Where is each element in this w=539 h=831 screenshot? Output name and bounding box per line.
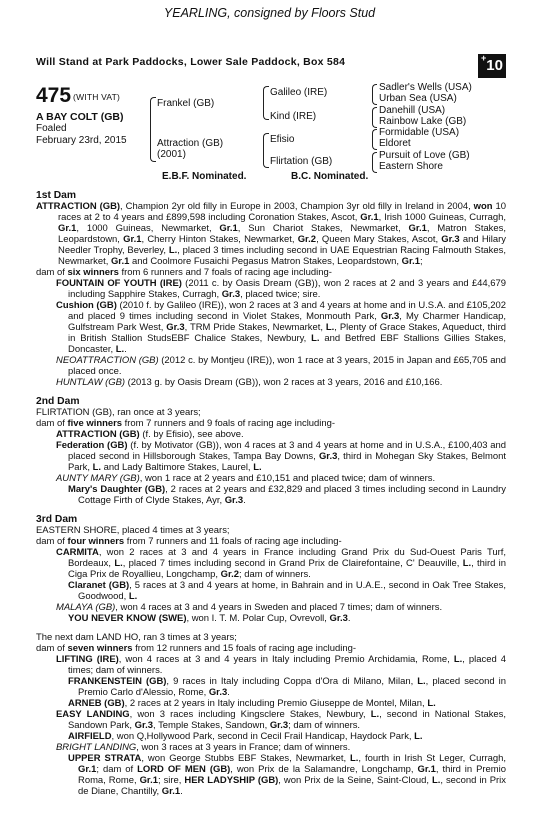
pedigree-sire-sire: Galileo (IRE) <box>270 87 328 98</box>
pedigree-entry: FLIRTATION (GB), ran once at 3 years; <box>36 407 201 418</box>
pedigree-entry: HUNTLAW (GB) (2013 g. by Oasis Dream (GB)), won 2 races at 3 years, 2016 and £10,166. <box>56 377 443 388</box>
pedigree-entry: NEOATTRACTION (GB) (2012 c. by Montjeu (IRE)), won 1 race at 3 years, 2015 in Japan and £65,705 and placed once. <box>56 355 506 377</box>
stand-location: Will Stand at Park Paddocks, Lower Sale Paddock, Box 584 <box>36 56 346 68</box>
pedigree-dam-year: (2001) <box>157 149 186 160</box>
lot-badge <box>478 54 506 78</box>
section-heading: 2nd Dam <box>36 396 80 407</box>
pedigree-entry: ATTRACTION (GB), Champion 2yr old filly in Europe in 2003, Champion 3yr old filly in Ireland in 2004, won 10 races at 2 to 4 years and £899,598 including Coronation Stakes, Ascot, Gr.1, Irish 1000 Guineas, Curragh, Gr.1, 1000 Guineas, Newmarket, Gr.1, Sun Chariot Stakes, Newmarket, Gr.1, Matron Stakes, Leopardstown, Gr.1, Cherry Hinton Stakes, Newmarket, Gr.2, Queen Mary Stakes, Ascot, Gr.3 and Hilary Needler Trophy, Beverley, L., placed 3 times including second in UAE Equestrian Racing Falmouth Stakes, Newmarket, Gr.1 and Coolmore Fusaichi Pegasus Matron Stakes, Leopardstown, Gr.1; <box>36 201 506 267</box>
pedigree-entry: AUNTY MARY (GB), won 1 race at 2 years and £10,151 and placed twice; dam of winners. <box>56 473 436 484</box>
pedigree-entry: Cushion (GB) (2010 f. by Galileo (IRE)), won 2 races at 3 and 4 years at home and in U.S.A. and £105,202 and placed 9 times including second in Violet Stakes, Monmouth Park, Gr.3, My Charmer Handicap, Gulfstream Park West, Gr.3, TRM Pride Stakes, Newmarket, L., Plenty of Grace Stakes, Aqueduct, third in British Stallion StudsEBF Chalice Stakes, Newbury, L. and Betfred EBF Stallions Gillies Stakes, Doncaster, L.. <box>56 300 507 355</box>
section-heading: 3rd Dam <box>36 514 78 525</box>
pedigree-brace-6 <box>372 129 377 150</box>
section-heading: 1st Dam <box>36 190 77 201</box>
lot-number <box>36 84 120 108</box>
pedigree-entry: MALAYA (GB), won 4 races at 3 and 4 years in Sweden and placed 7 times; dam of winners. <box>56 602 443 613</box>
bc-nominated: B.C. Nominated. <box>291 171 369 182</box>
pedigree-entry: BRIGHT LANDING, won 3 races at 3 years in France; dam of winners. <box>56 742 351 753</box>
badge-mark: + <box>481 53 487 63</box>
foaled-label: Foaled <box>36 123 67 134</box>
pedigree-entry: dam of four winners from 7 runners and 11 foals of racing age including- <box>36 536 342 547</box>
pedigree-brace-2 <box>263 86 269 120</box>
pedigree-entry: EASY LANDING, won 3 races including Kingsclere Stakes, Newbury, L., second in National Stakes, Sandown Park, Gr.3, Temple Stakes, Sandown, Gr.3; dam of winners. <box>56 709 506 731</box>
pedigree-brace-1 <box>150 97 156 162</box>
foaled-date: February 23rd, 2015 <box>36 135 127 146</box>
pedigree-sire: Frankel (GB) <box>157 98 215 109</box>
pedigree-entry: The next dam LAND HO, ran 3 times at 3 years; <box>36 632 237 643</box>
pedigree-brace-4 <box>372 84 377 105</box>
pedigree-entry: Federation (GB) (f. by Motivator (GB)), won 4 races at 3 and 4 years at home and in U.S.A., £100,403 and placed second in Hillsborough Stakes, Tampa Bay Downs, Gr.3, third in Mohegan Sky Stakes, Belmont Park, L. and Lady Baltimore Stakes, Laurel, L. <box>56 440 507 473</box>
pedigree-entry: LIFTING (IRE), won 4 races at 3 and 4 years in Italy including Premio Archidamia, Rome, L., placed 4 times; dam of winners. <box>56 654 506 676</box>
foaled-info <box>36 123 127 147</box>
pedigree-entry: UPPER STRATA, won George Stubbs EBF Stakes, Newmarket, L., fourth in Irish St Leger, Curragh, Gr.1; dam of LORD OF MEN (GB), won Prix de la Salamandre, Longchamp, Gr.1, third in Premio Roma, Rome, Gr.1; sire, HER LADYSHIP (GB), won Prix de la Seine, Saint-Cloud, L., second in Prix de Diane, Chantilly, Gr.1. <box>68 753 507 797</box>
pedigree-brace-7 <box>372 152 377 173</box>
pedigree-entry: CARMITA, won 2 races at 3 and 4 years in France including Grand Prix du Sud-Ouest Paris Turf, Bordeaux, L., placed 7 times including second in Grand Prix de Clairefontaine, C' Deauville, L., third in Ciga Prix de Royallieu, Longchamp, Gr.2; dam of winners. <box>56 547 506 580</box>
pedigree-brace-5 <box>372 107 377 128</box>
pedigree-entry: Mary's Daughter (GB), 2 races at 2 years and £32,829 and placed 3 times including second in Laundry Cottage Firth of Clyde Stakes, Ayr, Gr.3. <box>68 484 506 506</box>
pedigree-entry: FOUNTAIN OF YOUTH (IRE) (2011 c. by Oasis Dream (GB)), won 2 races at 2 and 3 years and £44,679 including Sapphire Stakes, Curragh, Gr.3, placed twice; sire. <box>56 278 506 300</box>
pedigree-entry: FRANKENSTEIN (GB), 9 races in Italy including Coppa d'Ora di Milano, Milan, L., placed second in Premio Carlo d'Alessio, Rome, Gr.3. <box>68 676 507 698</box>
pedigree-entry: ATTRACTION (GB) (f. by Efisio), see above. <box>56 429 244 440</box>
lot-description: A BAY COLT (GB) <box>36 111 124 123</box>
pedigree-entry: AIRFIELD, won Q,Hollywood Park, second in Cecil Frail Handicap, Haydock Park, L. <box>68 731 423 742</box>
vat-note: (WITH VAT) <box>73 92 121 102</box>
pedigree-entry: dam of five winners from 7 runners and 9 foals of racing age including- <box>36 418 336 429</box>
pedigree-entry: dam of six winners from 6 runners and 7 foals of racing age including- <box>36 267 332 278</box>
pedigree-g3-8: Eastern Shore <box>379 161 443 172</box>
pedigree-entry: Claranet (GB), 5 races at 3 and 4 years at home, in Bahrain and in U.A.E., second in Oak Tree Stakes, Goodwood, L. <box>68 580 506 602</box>
pedigree-g3-2: Urban Sea (USA) <box>379 93 457 104</box>
ebf-nominated: E.B.F. Nominated. <box>162 171 247 182</box>
pedigree-sire-dam: Kind (IRE) <box>270 111 317 122</box>
family-history <box>36 190 506 797</box>
pedigree-g3-6: Eldoret <box>379 138 411 149</box>
pedigree-g3-3: Danehill (USA) <box>379 105 446 116</box>
consignor-line: YEARLING, consigned by Floors Stud <box>163 6 376 20</box>
lot-number-value: 475 <box>36 84 72 107</box>
badge-number: 10 <box>486 57 503 74</box>
pedigree-dam-dam: Flirtation (GB) <box>270 156 333 167</box>
pedigree-g3-5: Formidable (USA) <box>379 127 460 138</box>
pedigree-g3-7: Pursuit of Love (GB) <box>379 150 470 161</box>
pedigree-entry: dam of seven winners from 12 runners and 15 foals of racing age including- <box>36 643 357 654</box>
pedigree-entry: YOU NEVER KNOW (SWE), won I. T. M. Polar Cup, Ovrevoll, Gr.3. <box>68 613 351 624</box>
pedigree-dam-sire: Efisio <box>270 134 295 145</box>
pedigree-brace-3 <box>263 133 269 168</box>
pedigree-entry: ARNEB (GB), 2 races at 2 years in Italy including Premio Giuseppe de Montel, Milan, L. <box>68 698 436 709</box>
pedigree-g3-4: Rainbow Lake (GB) <box>379 116 467 127</box>
pedigree-dam: Attraction (GB) <box>157 138 224 149</box>
pedigree-g3-1: Sadler's Wells (USA) <box>379 82 472 93</box>
pedigree-entry: EASTERN SHORE, placed 4 times at 3 years; <box>36 525 230 536</box>
